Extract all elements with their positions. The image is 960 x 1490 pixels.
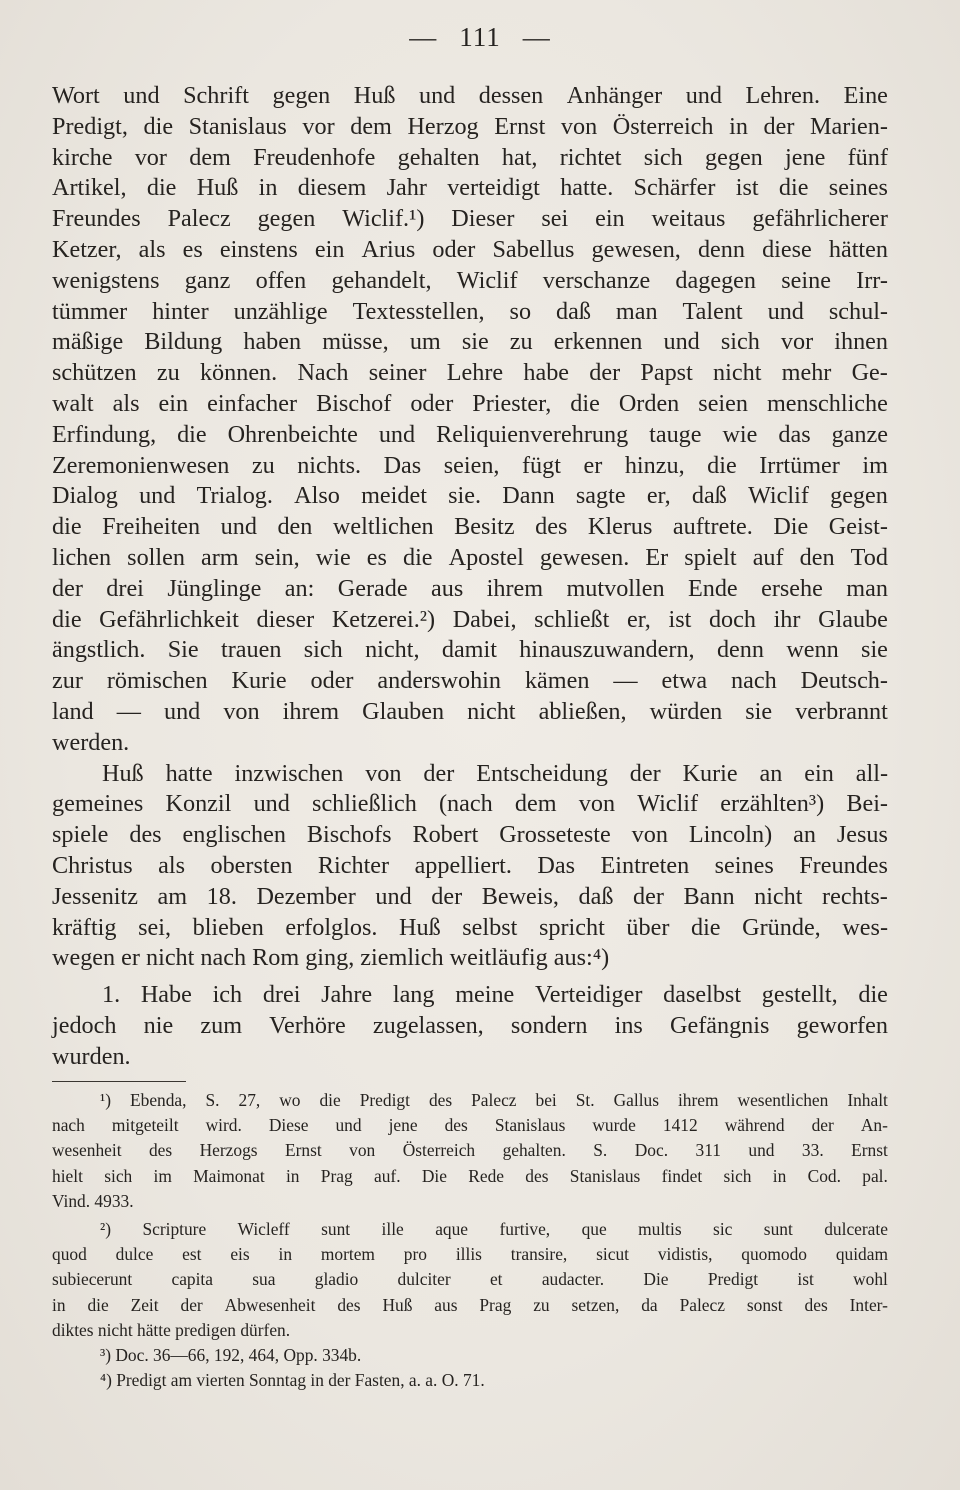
text-line: lichen sollen arm sein, wie es die Apostel gewesen. Er spielt auf den Tod <box>52 543 888 571</box>
footnote-line: Vind. 4933. <box>52 1190 134 1211</box>
text-line: Huß hatte inzwischen von der Entscheidung der Kurie an ein all- <box>102 759 888 787</box>
text-line: Erfindung, die Ohrenbeichte und Reliquienverehrung tauge wie das ganze <box>52 420 888 448</box>
text-line: walt als ein einfacher Bischof oder Priester, die Orden seien menschliche <box>52 389 888 417</box>
text-line: 1. Habe ich drei Jahre lang meine Verteidiger daselbst gestellt, die <box>102 981 888 1009</box>
text-line: der drei Jünglinge an: Gerade aus ihrem mutvollen Ende ersehe man <box>52 574 888 602</box>
text-line: spiele des englischen Bischofs Robert Grosseteste von Lincoln) an Jesus <box>52 821 888 849</box>
header-dash-left: — <box>409 22 438 52</box>
text-line: die Gefährlichkeit dieser Ketzerei.²) Dabei, schließt er, ist doch ihr Glaube <box>52 605 888 633</box>
text-line: tümmer hinter unzählige Textesstellen, so daß man Talent und schul- <box>52 297 888 325</box>
footnote-line: diktes nicht hätte predigen dürfen. <box>52 1319 291 1340</box>
footnote-line: in die Zeit der Abwesenheit des Huß aus Prag zu setzen, da Palecz sonst des Inter- <box>52 1294 888 1315</box>
text-line: gemeines Konzil und schließlich (nach dem von Wiclif erzählten³) Bei- <box>52 790 888 818</box>
text-line: die Freiheiten und den weltlichen Besitz des Klerus auftrete. Die Geist- <box>52 513 888 541</box>
footnote-line: ⁴) Predigt am vierten Sonntag in der Fasten, a. a. O. 71. <box>100 1370 485 1391</box>
text-line: zur römischen Kurie oder anderswohin kämen — etwa nach Deutsch- <box>52 667 888 695</box>
text-line: Christus als obersten Richter appelliert. Das Eintreten seines Freundes <box>52 851 888 879</box>
footnote-line: nach mitgeteilt wird. Diese und jene des Stanislaus wurde 1412 während der An- <box>52 1115 888 1136</box>
footnote-line: wesenheit des Herzogs Ernst von Österreich gehalten. S. Doc. 311 und 33. Ernst <box>52 1140 888 1161</box>
footnote-line: ³) Doc. 36—66, 192, 464, Opp. 334b. <box>100 1344 362 1365</box>
footnote-line: hielt sich im Maimonat in Prag auf. Die Rede des Stanislaus findet sich in Cod. pal. <box>52 1165 888 1186</box>
text-line: land — und von ihrem Glauben nicht abließen, würden sie verbrannt <box>52 697 888 725</box>
text-line: Zeremonienwesen zu nichts. Das seien, fügt er hinzu, die Irrtümer im <box>52 451 888 479</box>
text-line: Dialog und Trialog. Also meidet sie. Dann sagte er, daß Wiclif gegen <box>52 482 888 510</box>
footnote-line: ¹) Ebenda, S. 27, wo die Predigt des Palecz bei St. Gallus ihrem wesentlichen Inhalt <box>100 1090 888 1110</box>
header-dash-right: — <box>522 22 551 52</box>
text-line: schützen zu können. Nach seiner Lehre habe der Papst nicht mehr Ge- <box>52 359 888 387</box>
footnote-line: quod dulce est eis in mortem pro illis transire, sicut vidistis, quomodo quidam <box>52 1244 888 1265</box>
text-line: Predigt, die Stanislaus vor dem Herzog Ernst von Österreich in der Marien- <box>52 112 888 140</box>
text-line: ängstlich. Sie trauen sich nicht, damit hinauszuwandern, denn wenn sie <box>52 636 888 664</box>
text-line: jedoch nie zum Verhöre zugelassen, sondern ins Gefängnis geworfen <box>52 1011 888 1039</box>
text-line: kirche vor dem Freudenhofe gehalten hat, richtet sich gegen jene fünf <box>52 143 888 171</box>
text-line: Ketzer, als es einstens ein Arius oder Sabellus gewesen, denn diese hätten <box>52 235 888 263</box>
page-number: 111 <box>459 22 501 52</box>
footnote-line: subiecerunt capita sua gladio dulciter et audacter. Die Predigt ist wohl <box>52 1269 888 1290</box>
footnote-separator <box>52 1081 186 1082</box>
text-line: kräftig sei, blieben erfolglos. Huß selbst spricht über die Gründe, wes- <box>52 913 888 941</box>
text-line: wenigstens ganz offen gehandelt, Wiclif verschanze dagegen seine Irr- <box>52 266 888 294</box>
page-header <box>0 22 960 53</box>
main-text <box>52 81 888 1073</box>
text-line: wurden. <box>52 1042 131 1070</box>
footnotes <box>52 1088 888 1393</box>
footnote-line: ²) Scripture Wicleff sunt ille aque furtive, que multis sic sunt dulcerate <box>100 1218 888 1239</box>
text-line: werden. <box>52 728 130 756</box>
text-line: mäßige Bildung haben müsse, um sie zu erkennen und sich vor ihnen <box>52 328 888 356</box>
text-line: Artikel, die Huß in diesem Jahr verteidigt hatte. Schärfer ist die seines <box>52 174 888 202</box>
text-line: Wort und Schrift gegen Huß und dessen Anhänger und Lehren. Eine <box>52 82 888 109</box>
text-line: Freundes Palecz gegen Wiclif.¹) Dieser sei ein weitaus gefährlicherer <box>52 205 888 233</box>
text-line: wegen er nicht nach Rom ging, ziemlich weitläufig aus:⁴) <box>52 944 610 972</box>
text-line: Jessenitz am 18. Dezember und der Beweis, daß der Bann nicht rechts- <box>52 882 888 910</box>
